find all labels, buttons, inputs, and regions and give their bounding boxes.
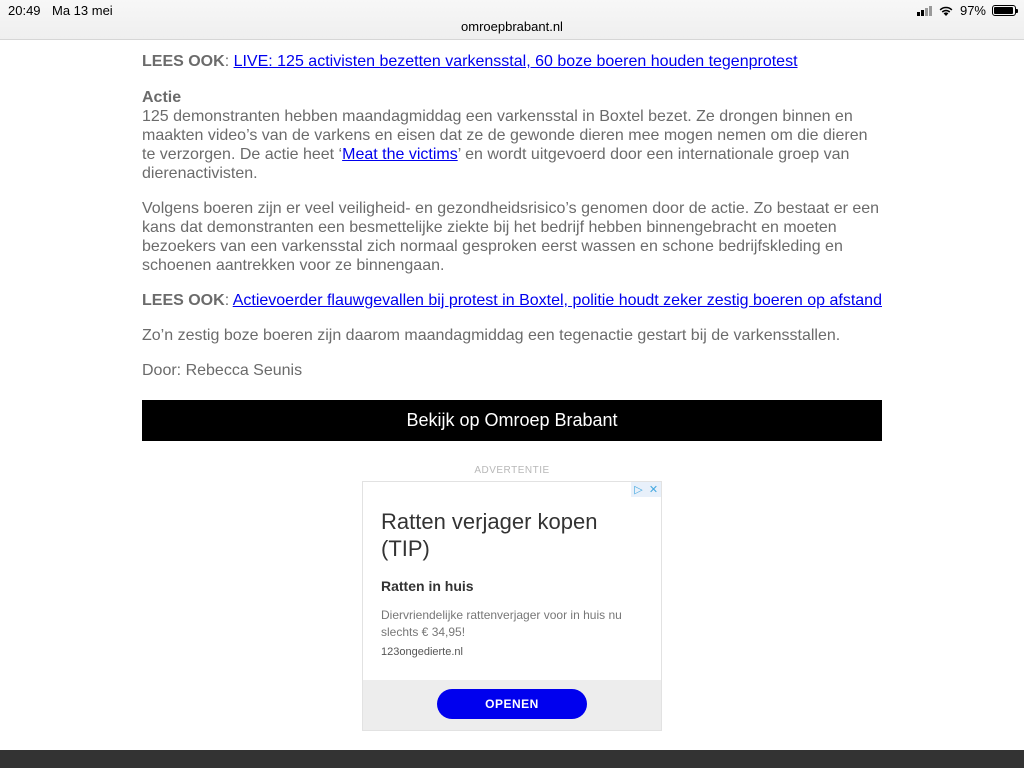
address-url[interactable]: omroepbrabant.nl <box>461 19 563 34</box>
lees-ook-1 <box>142 52 798 71</box>
paragraph-text: 125 demonstranten hebben maandagmiddag een varkensstal in Boxtel bezet. Ze drongen binnen en maakten video’s van de varkens en eisen dat ze de gewonde dieren mee mogen nemen om die dieren te verzorgen. De actie heet ‘ <box>142 108 868 163</box>
ad-open-button[interactable]: OPENEN <box>437 689 587 719</box>
advertisement[interactable] <box>362 481 662 731</box>
lees-ook-separator: : <box>224 53 234 70</box>
byline: Door: Rebecca Seunis <box>142 362 303 379</box>
address-bar[interactable] <box>0 19 1024 34</box>
status-date: Ma 13 mei <box>52 3 113 18</box>
footer-bar <box>0 750 1024 768</box>
ad-title[interactable]: Ratten verjager kopen (TIP) <box>381 509 598 561</box>
ad-domain: 123ongedierte.nl <box>381 646 463 658</box>
ad-icons <box>631 482 661 497</box>
lees-ook-link-1[interactable]: LIVE: 125 activisten bezetten varkensstal, 60 boze boeren houden tegenprotest <box>233 53 798 70</box>
status-time: 20:49 <box>8 3 41 18</box>
paragraph-actie <box>142 107 882 183</box>
status-indicators <box>917 3 1016 18</box>
lees-ook-label: LEES OOK <box>142 292 225 309</box>
wifi-icon <box>938 5 954 17</box>
paragraph-text: ’ en wordt uitgevoerd door een internationale groep van dierenactivisten. <box>142 146 850 182</box>
ad-subtitle: Ratten in huis <box>381 578 474 594</box>
lees-ook-separator: : <box>224 292 233 309</box>
lees-ook-link-2[interactable]: Actievoerder flauwgevallen bij protest in Boxtel, politie houdt zeker zestig boeren op afstand <box>232 292 882 309</box>
ad-footer <box>363 680 661 730</box>
battery-icon <box>992 5 1016 16</box>
ad-description: Diervriendelijke rattenverjager voor in huis nu slechts € 34,95! <box>381 608 622 639</box>
adchoices-icon[interactable]: ▷ <box>631 482 646 497</box>
status-bar <box>0 0 1024 40</box>
close-icon[interactable]: ✕ <box>646 482 661 497</box>
lees-ook-2 <box>142 291 882 310</box>
section-heading: Actie <box>142 89 182 106</box>
ad-label: ADVERTENTIE <box>474 465 550 476</box>
lees-ook-label: LEES OOK <box>142 53 225 70</box>
signal-icon <box>917 5 932 16</box>
view-on-omroep-brabant-button[interactable]: Bekijk op Omroep Brabant <box>142 400 882 441</box>
meat-the-victims-link[interactable]: Meat the victims <box>342 146 458 163</box>
paragraph-risks: Volgens boeren zijn er veel veiligheid- en gezondheidsrisico’s genomen door de actie. Zo bestaat er een kans dat demonstranten een besmettelijke ziekte bij het bedrijf hebben binnengebracht en moeten bezoekers van een varkensstal zich normaal gesproken eerst wassen en schone bedrijfskleding en schoenen aantrekken voor ze binnengaan. <box>142 200 880 274</box>
paragraph-counteraction: Zo’n zestig boze boeren zijn daarom maandagmiddag een tegenactie gestart bij de varkensstallen. <box>142 327 841 344</box>
battery-percent: 97% <box>959 3 986 18</box>
